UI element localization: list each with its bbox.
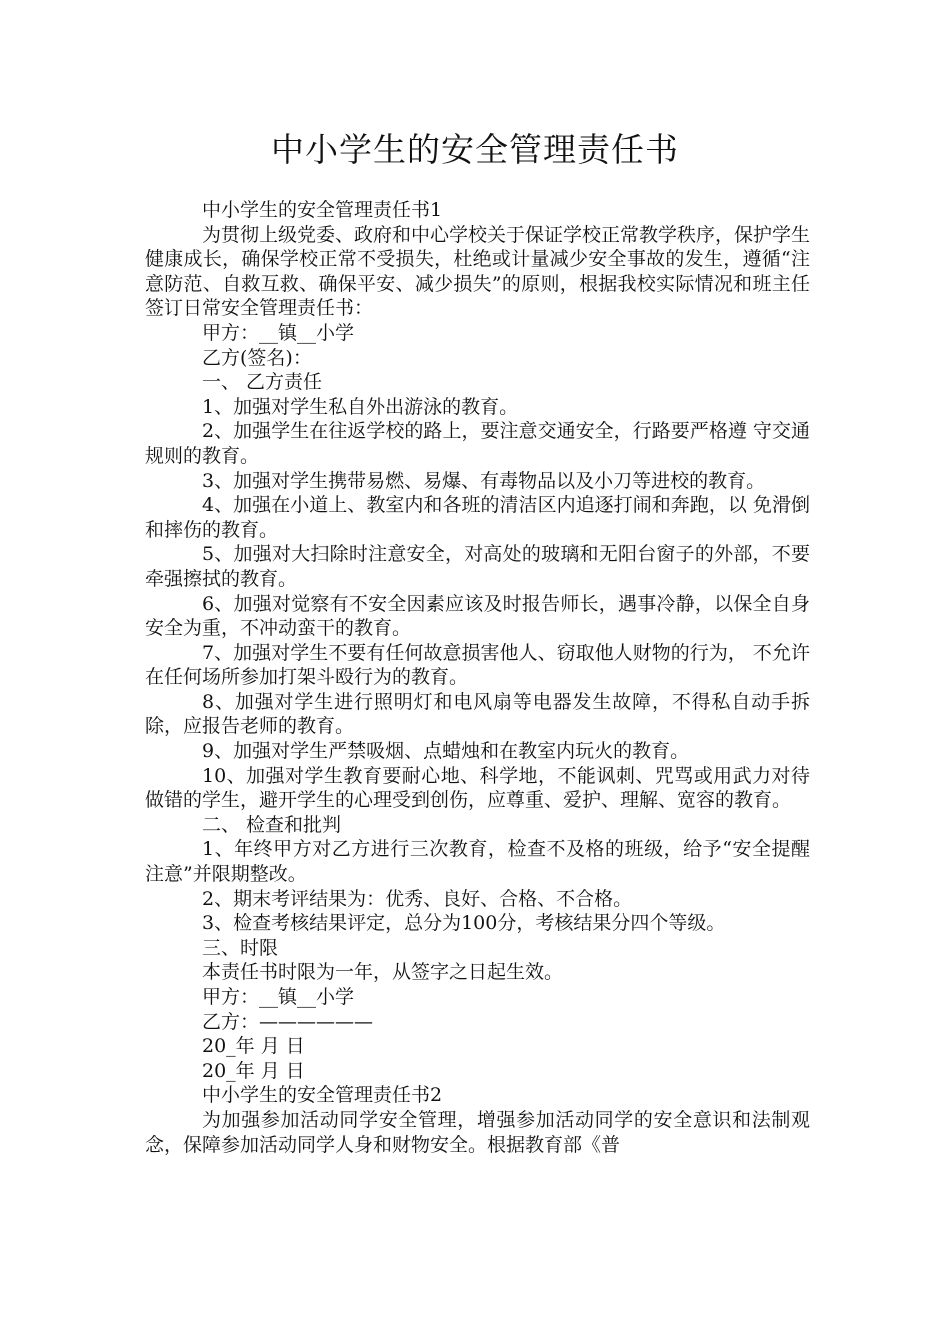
party-b-line: 乙方(签名)： (202, 346, 312, 369)
signature-party-a: 甲方：__镇__小学 (202, 986, 355, 1008)
list-item: 10、加强对学生教育要耐心地、科学地，不能讽刺、咒骂或用武力对待做错的学生，避开学生的心理受到创伤，应尊重、爱护、理解、宽容的教育。 (145, 764, 810, 812)
document-title: 中小学生的安全管理责任书 (271, 130, 679, 169)
list-item: 2、加强学生在往返学校的路上，要注意交通安全，行路要严格遵 守交通规则的教育。 (145, 420, 810, 467)
party-a-line: 甲方：__镇__小学 (202, 321, 355, 344)
subheading-responsibility: 一、 乙方责任 (202, 371, 323, 394)
intro-paragraph: 为贯彻上级党委、政府和中心学校关于保证学校正常教学秩序，保护学生健康成长，确保学校正常不受损失，杜绝或计量减少安全事故的发生，遵循“注意防范、自救互救、确保平安、减少损失”的原则，根据我校实际情况和班主任签订日常安全管理责任书： (145, 223, 811, 320)
list-item: 6、加强对觉察有不安全因素应该及时报告师长，遇事冷静，以保全自身安全为重，不冲动蛮干的教育。 (145, 592, 810, 640)
list-item: 3、加强对学生携带易燃、易爆、有毒物品以及小刀等进校的教育。 (202, 469, 766, 492)
signature-date: 20_年 月 日 (202, 1035, 305, 1058)
list-item: 1、加强对学生私自外出游泳的教育。 (202, 395, 519, 418)
section-heading-1: 中小学生的安全管理责任书1 (202, 199, 443, 221)
list-item: 3、检查考核结果评定，总分为100分，考核结果分四个等级。 (202, 912, 726, 935)
list-item: 2、期末考评结果为：优秀、良好、合格、不合格。 (202, 887, 633, 910)
term-text: 本责任书时限为一年，从签字之日起生效。 (202, 961, 564, 984)
signature-date: 20_年 月 日 (202, 1059, 305, 1082)
list-item: 8、加强对学生进行照明灯和电风扇等电器发生故障，不得私自动手拆除，应报告老师的教育。 (145, 690, 810, 738)
list-item: 4、加强在小道上、教室内和各班的清洁区内追逐打闹和奔跑，以 免滑倒和摔伤的教育。 (145, 494, 810, 541)
section-2-paragraph: 为加强参加活动同学安全管理，增强参加活动同学的安全意识和法制观念，保障参加活动同学人身和财物安全。根据教育部《普 (145, 1108, 810, 1156)
section-heading-2: 中小学生的安全管理责任书2 (202, 1084, 443, 1107)
list-item: 7、加强对学生不要有任何故意损害他人、窃取他人财物的行为， 不允许在任何场所参加打架斗殴行为的教育。 (145, 641, 810, 689)
subheading-term: 三、时限 (202, 936, 279, 959)
signature-party-b: 乙方：—————— (202, 1010, 374, 1033)
document-body (145, 198, 810, 1157)
list-item: 5、加强对大扫除时注意安全，对高处的玻璃和无阳台窗子的外部，不要牵强擦拭的教育。 (145, 543, 810, 590)
list-item: 9、加强对学生严禁吸烟、点蜡烛和在教室内玩火的教育。 (202, 740, 690, 763)
list-item: 1、年终甲方对乙方进行三次教育，检查不及格的班级，给予“安全提醒注意”并限期整改。 (145, 838, 810, 886)
subheading-inspection: 二、 检查和批判 (202, 813, 342, 836)
